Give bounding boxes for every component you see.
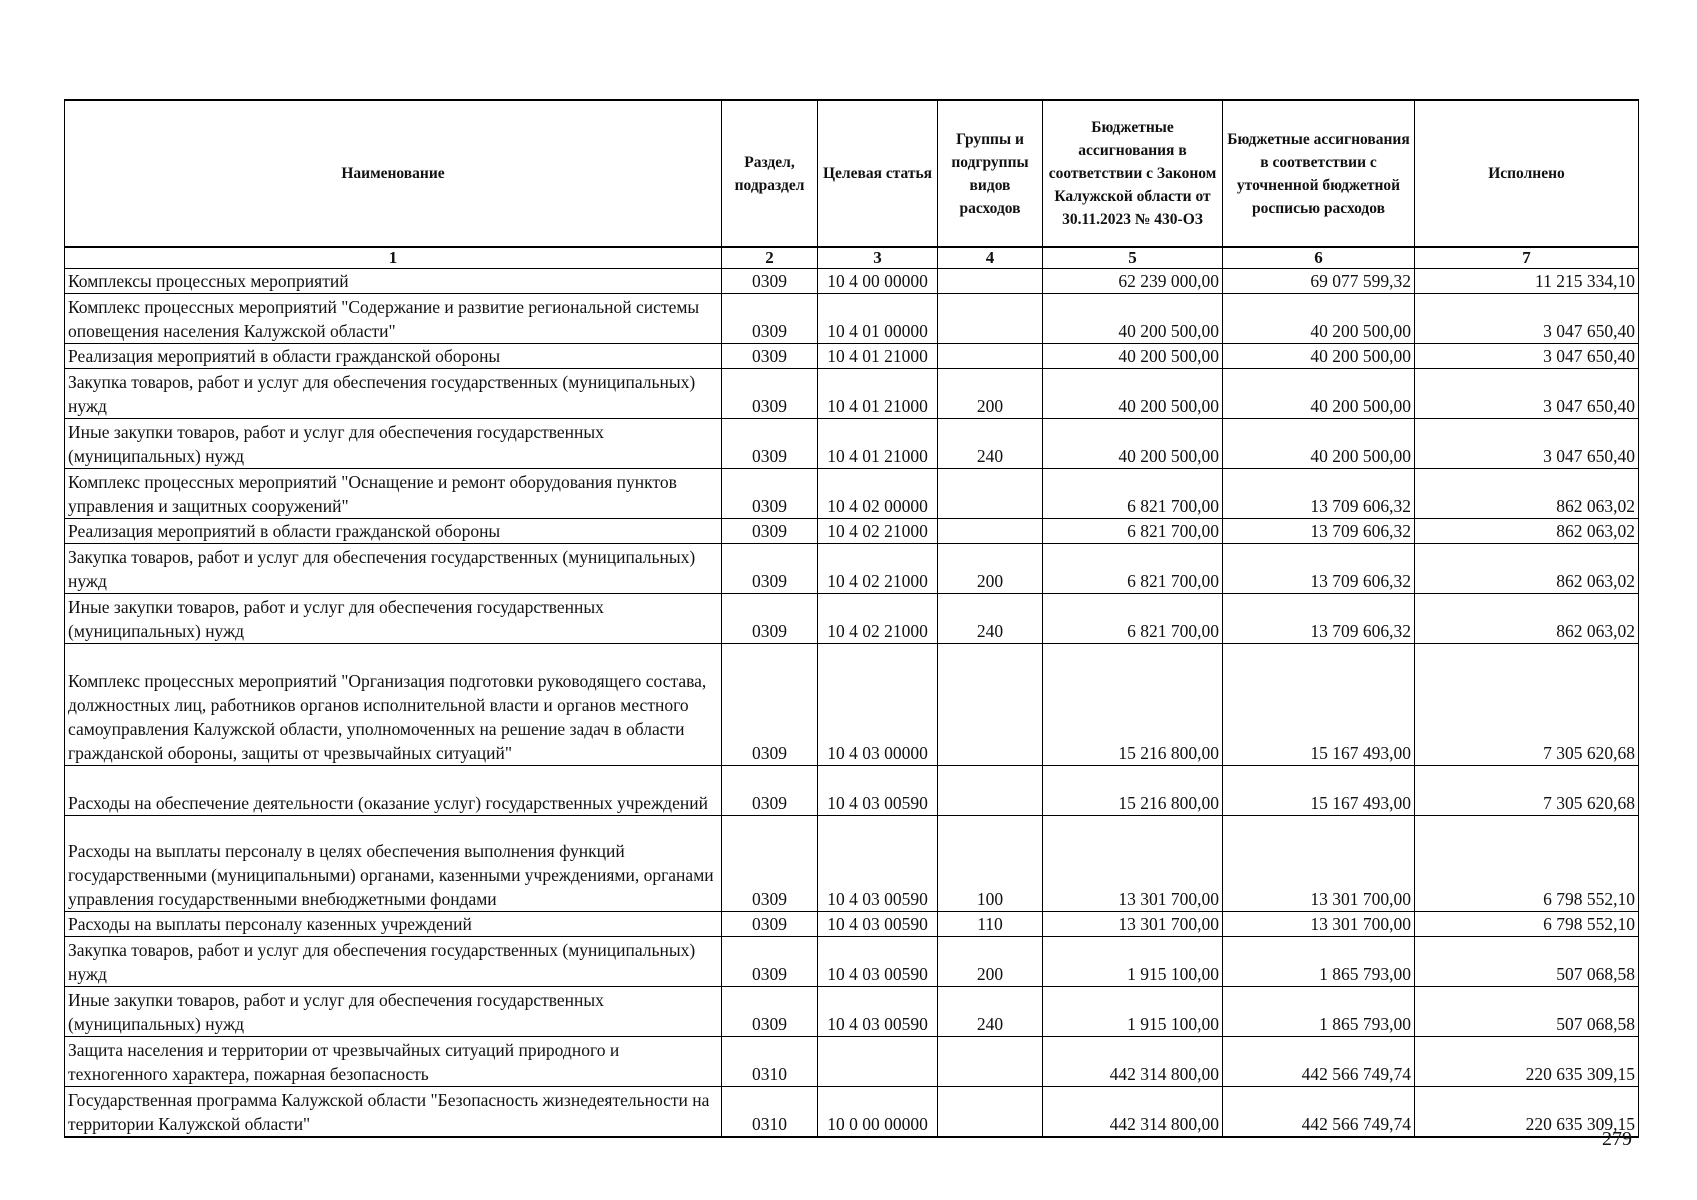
- row-expense-group: [938, 1037, 1043, 1087]
- row-section: 0309: [722, 469, 818, 519]
- table-row: [65, 912, 1639, 937]
- row-executed: 3 047 650,40: [1415, 344, 1639, 369]
- row-executed: 6 798 552,10: [1415, 816, 1639, 912]
- row-expense-group: [938, 294, 1043, 344]
- row-section: 0309: [722, 937, 818, 987]
- row-law-allocation: 6 821 700,00: [1043, 519, 1223, 544]
- row-name: Реализация мероприятий в области гражданской обороны: [65, 519, 722, 544]
- row-name: Закупка товаров, работ и услуг для обеспечения государственных (муниципальных) нужд: [65, 369, 722, 419]
- budget-table: [64, 99, 1639, 1138]
- row-law-allocation: 15 216 800,00: [1043, 766, 1223, 816]
- table-row: [65, 419, 1639, 469]
- header-target-article: Целевая статья: [818, 100, 938, 247]
- row-target-article: 10 0 00 00000: [818, 1087, 938, 1137]
- row-executed: 862 063,02: [1415, 544, 1639, 594]
- header-row: [65, 100, 1639, 247]
- table-row: [65, 544, 1639, 594]
- row-refined-allocation: 442 566 749,74: [1223, 1037, 1415, 1087]
- row-refined-allocation: 13 709 606,32: [1223, 469, 1415, 519]
- row-name: Закупка товаров, работ и услуг для обеспечения государственных (муниципальных) нужд: [65, 544, 722, 594]
- row-refined-allocation: 40 200 500,00: [1223, 294, 1415, 344]
- row-target-article: 10 4 00 00000: [818, 269, 938, 294]
- row-section: 0309: [722, 294, 818, 344]
- row-name: Комплексы процессных мероприятий: [65, 269, 722, 294]
- row-expense-group: [938, 519, 1043, 544]
- row-section: 0309: [722, 519, 818, 544]
- row-executed: 3 047 650,40: [1415, 369, 1639, 419]
- column-number: 4: [938, 247, 1043, 269]
- row-expense-group: [938, 469, 1043, 519]
- row-target-article: 10 4 03 00590: [818, 912, 938, 937]
- row-law-allocation: 442 314 800,00: [1043, 1037, 1223, 1087]
- row-executed: 220 635 309,15: [1415, 1087, 1639, 1137]
- row-target-article: 10 4 01 21000: [818, 344, 938, 369]
- row-refined-allocation: 40 200 500,00: [1223, 369, 1415, 419]
- row-section: 0309: [722, 644, 818, 766]
- row-law-allocation: 40 200 500,00: [1043, 344, 1223, 369]
- row-executed: 3 047 650,40: [1415, 294, 1639, 344]
- row-target-article: 10 4 01 00000: [818, 294, 938, 344]
- table-row: [65, 594, 1639, 644]
- row-executed: 507 068,58: [1415, 987, 1639, 1037]
- row-section: 0309: [722, 344, 818, 369]
- row-target-article: 10 4 03 00590: [818, 987, 938, 1037]
- row-law-allocation: 6 821 700,00: [1043, 544, 1223, 594]
- row-law-allocation: 40 200 500,00: [1043, 369, 1223, 419]
- row-section: 0309: [722, 912, 818, 937]
- row-name: Комплекс процессных мероприятий "Содержание и развитие региональной системы оповещения населения Калужской области": [65, 294, 722, 344]
- row-expense-group: 100: [938, 816, 1043, 912]
- row-executed: 7 305 620,68: [1415, 766, 1639, 816]
- row-section: 0309: [722, 594, 818, 644]
- row-law-allocation: 40 200 500,00: [1043, 294, 1223, 344]
- row-section: 0309: [722, 987, 818, 1037]
- column-number: 1: [65, 247, 722, 269]
- row-section: 0309: [722, 369, 818, 419]
- row-target-article: 10 4 02 00000: [818, 469, 938, 519]
- row-section: 0309: [722, 544, 818, 594]
- header-name: Наименование: [65, 100, 722, 247]
- row-expense-group: [938, 269, 1043, 294]
- row-law-allocation: 442 314 800,00: [1043, 1087, 1223, 1137]
- row-refined-allocation: 40 200 500,00: [1223, 419, 1415, 469]
- row-name: Защита населения и территории от чрезвычайных ситуаций природного и техногенного характера, пожарная безопасность: [65, 1037, 722, 1087]
- row-expense-group: 240: [938, 594, 1043, 644]
- row-name: Реализация мероприятий в области гражданской обороны: [65, 344, 722, 369]
- row-target-article: [818, 1037, 938, 1087]
- row-name: Иные закупки товаров, работ и услуг для обеспечения государственных (муниципальных) нужд: [65, 987, 722, 1037]
- row-executed: 862 063,02: [1415, 594, 1639, 644]
- row-refined-allocation: 1 865 793,00: [1223, 937, 1415, 987]
- table-row: [65, 1037, 1639, 1087]
- row-name: Расходы на выплаты персоналу в целях обеспечения выполнения функций государственными (муниципальными) органами, казенными учреждениями, органами управления государственными внебюджетными фондами: [65, 816, 722, 912]
- row-expense-group: 240: [938, 987, 1043, 1037]
- row-law-allocation: 1 915 100,00: [1043, 987, 1223, 1037]
- row-target-article: 10 4 02 21000: [818, 544, 938, 594]
- column-number: 3: [818, 247, 938, 269]
- row-refined-allocation: 69 077 599,32: [1223, 269, 1415, 294]
- row-name: Комплекс процессных мероприятий "Организация подготовки руководящего состава, должностных лиц, работников органов исполнительной власти и органов местного самоуправления Калужской области, уполномоченных на решение задач в области гражданской обороны, защиты от чрезвычайных ситуаций": [65, 644, 722, 766]
- row-expense-group: 110: [938, 912, 1043, 937]
- table-row: [65, 766, 1639, 816]
- column-number: 6: [1223, 247, 1415, 269]
- row-executed: 862 063,02: [1415, 519, 1639, 544]
- header-law-allocation: Бюджетные ассигнования в соответствии с Законом Калужской области от 30.11.2023 № 430-ОЗ: [1043, 100, 1223, 247]
- row-target-article: 10 4 03 00590: [818, 816, 938, 912]
- row-expense-group: 200: [938, 544, 1043, 594]
- table-row: [65, 644, 1639, 766]
- row-expense-group: [938, 344, 1043, 369]
- row-executed: 11 215 334,10: [1415, 269, 1639, 294]
- row-expense-group: [938, 644, 1043, 766]
- row-executed: 3 047 650,40: [1415, 419, 1639, 469]
- row-target-article: 10 4 01 21000: [818, 419, 938, 469]
- row-name: Расходы на выплаты персоналу казенных учреждений: [65, 912, 722, 937]
- row-target-article: 10 4 03 00590: [818, 766, 938, 816]
- row-refined-allocation: 442 566 749,74: [1223, 1087, 1415, 1137]
- row-target-article: 10 4 02 21000: [818, 594, 938, 644]
- row-section: 0309: [722, 269, 818, 294]
- row-law-allocation: 13 301 700,00: [1043, 816, 1223, 912]
- row-executed: 6 798 552,10: [1415, 912, 1639, 937]
- column-number-row: [65, 247, 1639, 269]
- table-row: [65, 369, 1639, 419]
- row-refined-allocation: 40 200 500,00: [1223, 344, 1415, 369]
- row-law-allocation: 40 200 500,00: [1043, 419, 1223, 469]
- row-executed: 507 068,58: [1415, 937, 1639, 987]
- row-expense-group: [938, 766, 1043, 816]
- table-row: [65, 269, 1639, 294]
- row-name: Государственная программа Калужской области "Безопасность жизнедеятельности на территории Калужской области": [65, 1087, 722, 1137]
- row-refined-allocation: 13 709 606,32: [1223, 544, 1415, 594]
- row-section: 0309: [722, 816, 818, 912]
- row-refined-allocation: 13 301 700,00: [1223, 912, 1415, 937]
- row-target-article: 10 4 02 21000: [818, 519, 938, 544]
- header-refined-allocation: Бюджетные ассигнования в соответствии с уточненной бюджетной росписью расходов: [1223, 100, 1415, 247]
- row-law-allocation: 1 915 100,00: [1043, 937, 1223, 987]
- row-refined-allocation: 13 709 606,32: [1223, 594, 1415, 644]
- row-expense-group: [938, 1087, 1043, 1137]
- row-refined-allocation: 15 167 493,00: [1223, 644, 1415, 766]
- row-name: Иные закупки товаров, работ и услуг для обеспечения государственных (муниципальных) нужд: [65, 594, 722, 644]
- row-target-article: 10 4 03 00000: [818, 644, 938, 766]
- row-executed: 862 063,02: [1415, 469, 1639, 519]
- row-target-article: 10 4 03 00590: [818, 937, 938, 987]
- column-number: 7: [1415, 247, 1639, 269]
- row-name: Иные закупки товаров, работ и услуг для обеспечения государственных (муниципальных) нужд: [65, 419, 722, 469]
- column-number: 5: [1043, 247, 1223, 269]
- row-refined-allocation: 15 167 493,00: [1223, 766, 1415, 816]
- row-law-allocation: 6 821 700,00: [1043, 469, 1223, 519]
- row-section: 0309: [722, 419, 818, 469]
- table-row: [65, 937, 1639, 987]
- row-refined-allocation: 13 709 606,32: [1223, 519, 1415, 544]
- header-section: Раздел, подраздел: [722, 100, 818, 247]
- row-law-allocation: 15 216 800,00: [1043, 644, 1223, 766]
- table-row: [65, 816, 1639, 912]
- row-target-article: 10 4 01 21000: [818, 369, 938, 419]
- row-law-allocation: 62 239 000,00: [1043, 269, 1223, 294]
- table-row: [65, 987, 1639, 1037]
- table-row: [65, 469, 1639, 519]
- row-section: 0309: [722, 766, 818, 816]
- table-row: [65, 1087, 1639, 1137]
- header-executed: Исполнено: [1415, 100, 1639, 247]
- table-row: [65, 344, 1639, 369]
- row-executed: 7 305 620,68: [1415, 644, 1639, 766]
- page-number: 279: [1602, 1128, 1632, 1150]
- row-refined-allocation: 1 865 793,00: [1223, 987, 1415, 1037]
- row-expense-group: 200: [938, 369, 1043, 419]
- row-law-allocation: 13 301 700,00: [1043, 912, 1223, 937]
- row-executed: 220 635 309,15: [1415, 1037, 1639, 1087]
- table-row: [65, 519, 1639, 544]
- table-row: [65, 294, 1639, 344]
- row-refined-allocation: 13 301 700,00: [1223, 816, 1415, 912]
- row-name: Расходы на обеспечение деятельности (оказание услуг) государственных учреждений: [65, 766, 722, 816]
- row-law-allocation: 6 821 700,00: [1043, 594, 1223, 644]
- row-section: 0310: [722, 1087, 818, 1137]
- header-expense-group: Группы и подгруппы видов расходов: [938, 100, 1043, 247]
- row-section: 0310: [722, 1037, 818, 1087]
- row-expense-group: 240: [938, 419, 1043, 469]
- row-expense-group: 200: [938, 937, 1043, 987]
- row-name: Комплекс процессных мероприятий "Оснащение и ремонт оборудования пунктов управления и защитных сооружений": [65, 469, 722, 519]
- row-name: Закупка товаров, работ и услуг для обеспечения государственных (муниципальных) нужд: [65, 937, 722, 987]
- column-number: 2: [722, 247, 818, 269]
